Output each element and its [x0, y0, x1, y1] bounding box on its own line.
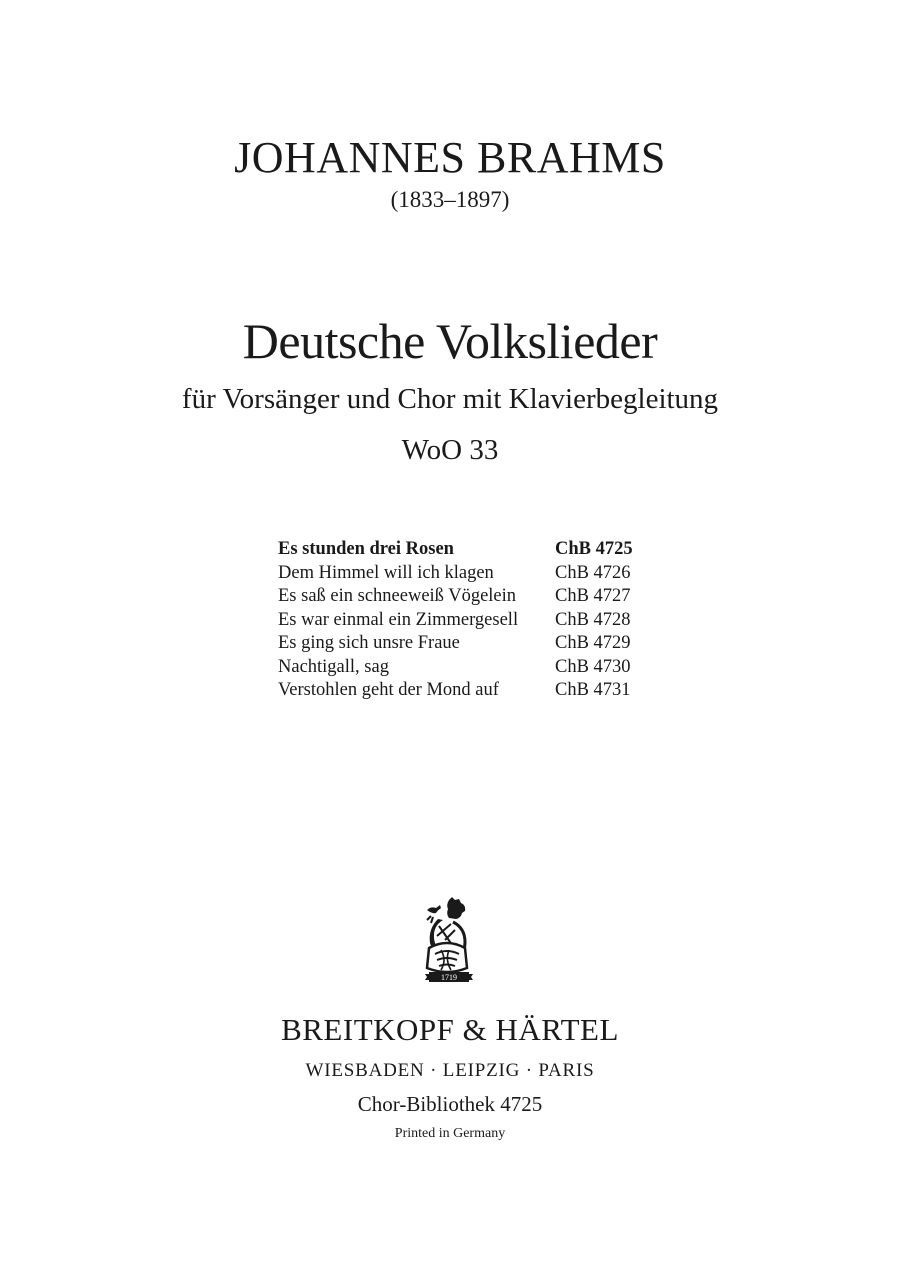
song-edition-number: ChB 4728: [555, 609, 631, 630]
publisher-cities: WIESBADEN · LEIPZIG · PARIS: [305, 1060, 595, 1081]
song-row: [278, 562, 638, 586]
song-title: Es saß ein schneeweiß Vögelein: [278, 586, 517, 606]
song-title: Nachtigall, sag: [278, 656, 389, 677]
song-title: Es ging sich unsre Fraue: [278, 633, 460, 653]
song-title: Verstohlen geht der Mond auf: [278, 680, 499, 700]
song-edition-number: ChB 4729: [555, 633, 631, 653]
work-catalog-number: WoO 33: [401, 434, 499, 466]
series-number: Chor-Bibliothek 4725: [357, 1092, 543, 1116]
breitkopf-bear-emblem-icon: [415, 896, 479, 988]
song-title: Es war einmal ein Zimmergesell: [278, 609, 519, 630]
song-row: [278, 609, 638, 633]
song-edition-number: ChB 4730: [555, 656, 631, 677]
song-title: Dem Himmel will ich klagen: [278, 562, 494, 583]
song-title: Es stunden drei Rosen: [278, 539, 454, 559]
composer-dates: (1833–1897): [390, 187, 510, 212]
publisher-name: BREITKOPF & HÄRTEL: [281, 1012, 619, 1047]
emblem-year-text: 1719: [441, 973, 457, 982]
song-row: [278, 679, 638, 703]
song-row: [278, 632, 638, 656]
work-subtitle: für Vorsänger und Chor mit Klavierbegleitung: [181, 383, 719, 415]
printed-note: Printed in Germany: [394, 1126, 506, 1141]
composer-name: JOHANNES BRAHMS: [234, 133, 666, 182]
song-edition-number: ChB 4727: [555, 586, 631, 606]
work-title: Deutsche Volkslieder: [242, 313, 658, 369]
song-edition-number: ChB 4726: [555, 562, 631, 583]
song-row: [278, 538, 638, 562]
song-list: [278, 538, 638, 703]
song-row: [278, 656, 638, 680]
song-row: [278, 585, 638, 609]
song-edition-number: ChB 4731: [555, 680, 631, 700]
song-edition-number: ChB 4725: [555, 539, 633, 559]
